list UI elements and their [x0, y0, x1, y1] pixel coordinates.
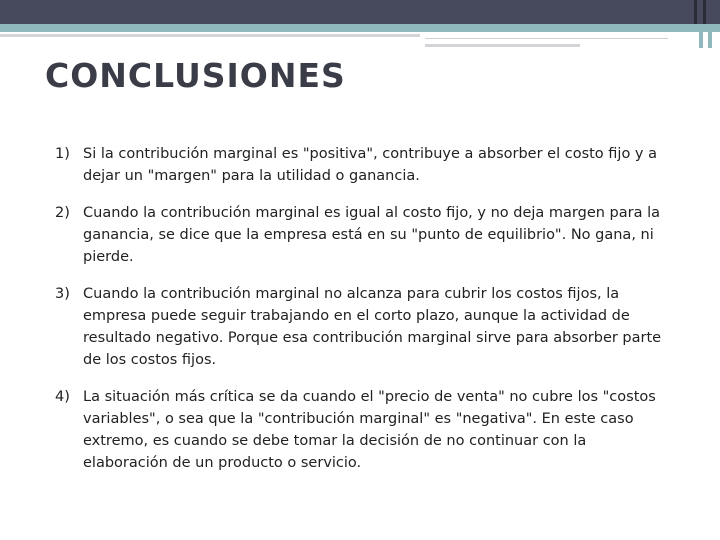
- list-item-text: La situación más crítica se da cuando el "precio de venta" no cubre los "costos variables", o sea que la "contribución marginal" es "negativa". En este caso extremo, es cuando se debe tomar la decisión de no continuar con la elaboración de un producto o servicio.: [83, 389, 656, 471]
- header-bar: [0, 0, 720, 24]
- decorative-rule: [425, 44, 580, 47]
- list-item: [55, 202, 665, 268]
- decorative-rule: [0, 34, 420, 37]
- list-item: [55, 386, 665, 474]
- accent-stripe-vertical: [708, 24, 712, 48]
- list-item-number: 4): [55, 389, 70, 405]
- list-item-text: Cuando la contribución marginal es igual al costo fijo, y no deja margen para la ganancia, se dice que la empresa está en su "punto de equilibrio". No gana, ni pierde.: [83, 205, 661, 265]
- accent-stripe: [0, 24, 720, 32]
- list-item-text: Si la contribución marginal es "positiva", contribuye a absorber el costo fijo y a dejar un "margen" para la utilidad o ganancia.: [83, 146, 658, 184]
- list-item-text: Cuando la contribución marginal no alcanza para cubrir los costos fijos, la empresa puede seguir trabajando en el corto plazo, aunque la actividad de resultado negativo. Porque esa contribución marginal sirve para absorber parte de los costos fijos.: [83, 286, 662, 368]
- slide-title: CONCLUSIONES: [45, 56, 346, 95]
- list-item-number: 3): [55, 286, 70, 302]
- list-item-number: 2): [55, 205, 70, 221]
- list-item: [55, 283, 665, 371]
- list-item: [55, 143, 665, 187]
- conclusions-list: [55, 143, 665, 489]
- header-accent-line: [703, 0, 706, 24]
- decorative-rule: [425, 38, 668, 39]
- header-accent-line: [694, 0, 697, 24]
- list-item-number: 1): [55, 146, 70, 162]
- accent-stripe-vertical: [699, 24, 703, 48]
